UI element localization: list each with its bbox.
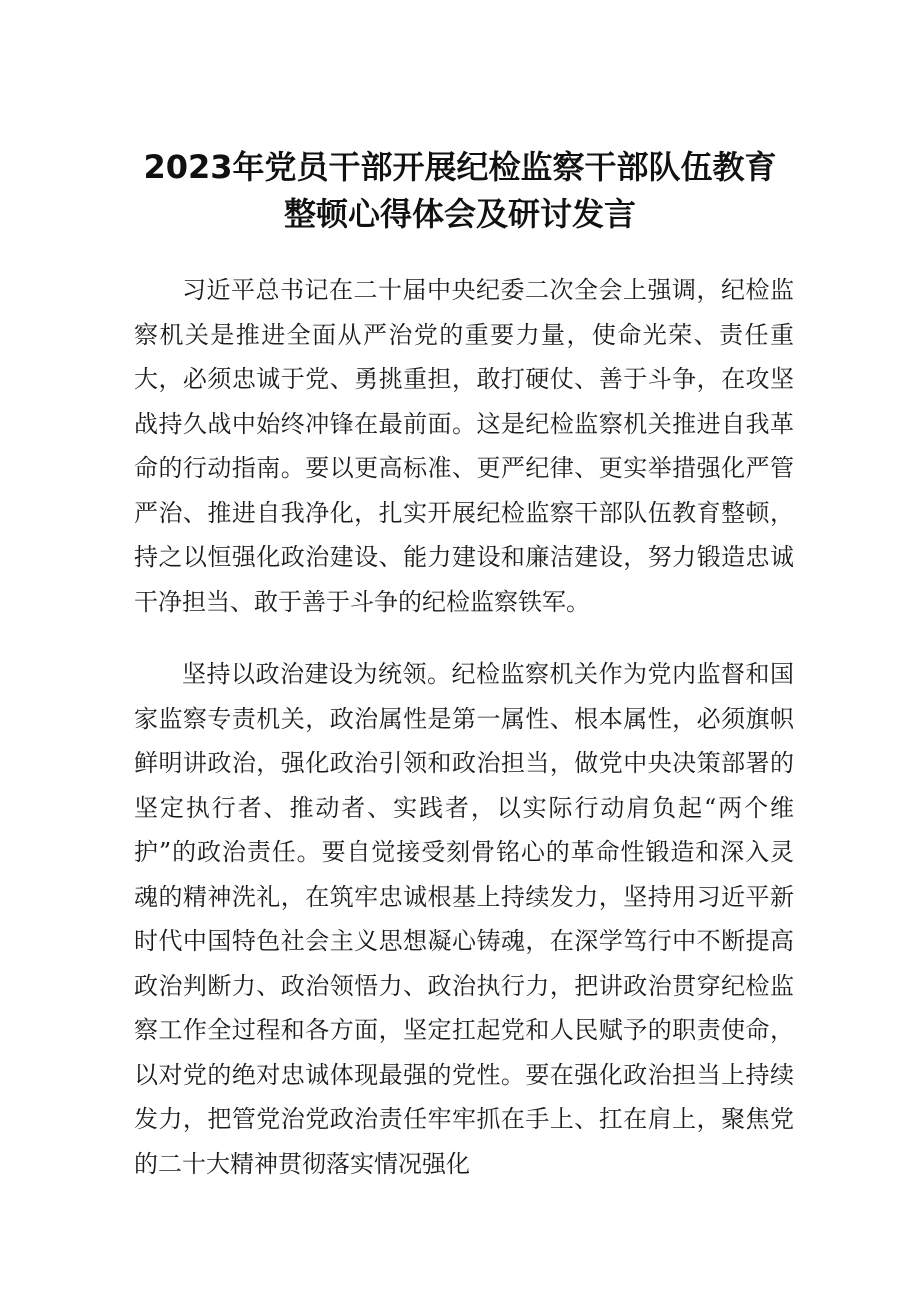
body-paragraph-2: 坚持以政治建设为统领。纪检监察机关作为党内监督和国家监察专责机关，政治属性是第一属性、根本属性，必须旗帜鲜明讲政治，强化政治引领和政治担当，做党中央决策部署的坚定执行者、推动者、实践者，以实际行动肩负起“两个维护”的政治责任。要自觉接受刻骨铭心的革命性锻造和深入灵魂的精神洗礼，在筑牢忠诚根基上持续发力，坚持用习近平新时代中国特色社会主义思想凝心铸魂，在深学笃行中不断提高政治判断力、政治领悟力、政治执行力，把讲政治贯穿纪检监察工作全过程和各方面，坚定扛起党和人民赋予的职责使命，以对党的绝对忠诚体现最强的党性。要在强化政治担当上持续发力，把管党治党政治责任牢牢抓在手上、扛在肩上，聚焦党的二十大精神贯彻落实情况强化 — [134, 660, 794, 1178]
document-title-line-1: 2023年党员干部开展纪检监察干部队伍教育 — [143, 148, 777, 186]
document-title-line-2: 整顿心得体会及研讨发言 — [283, 195, 636, 233]
body-paragraph-1: 习近平总书记在二十届中央纪委二次全会上强调，纪检监察机关是推进全面从严治党的重要力量，使命光荣、责任重大，必须忠诚于党、勇挑重担，敢打硬仗、善于斗争，在攻坚战持久战中始终冲锋在最前面。这是纪检监察机关推进自我革命的行动指南。要以更高标准、更严纪律、更实举措强化严管严治、推进自我净化，扎实开展纪检监察干部队伍教育整顿，持之以恒强化政治建设、能力建设和廉洁建设，努力锻造忠诚干净担当、敢于善于斗争的纪检监察铁军。 — [134, 276, 794, 616]
